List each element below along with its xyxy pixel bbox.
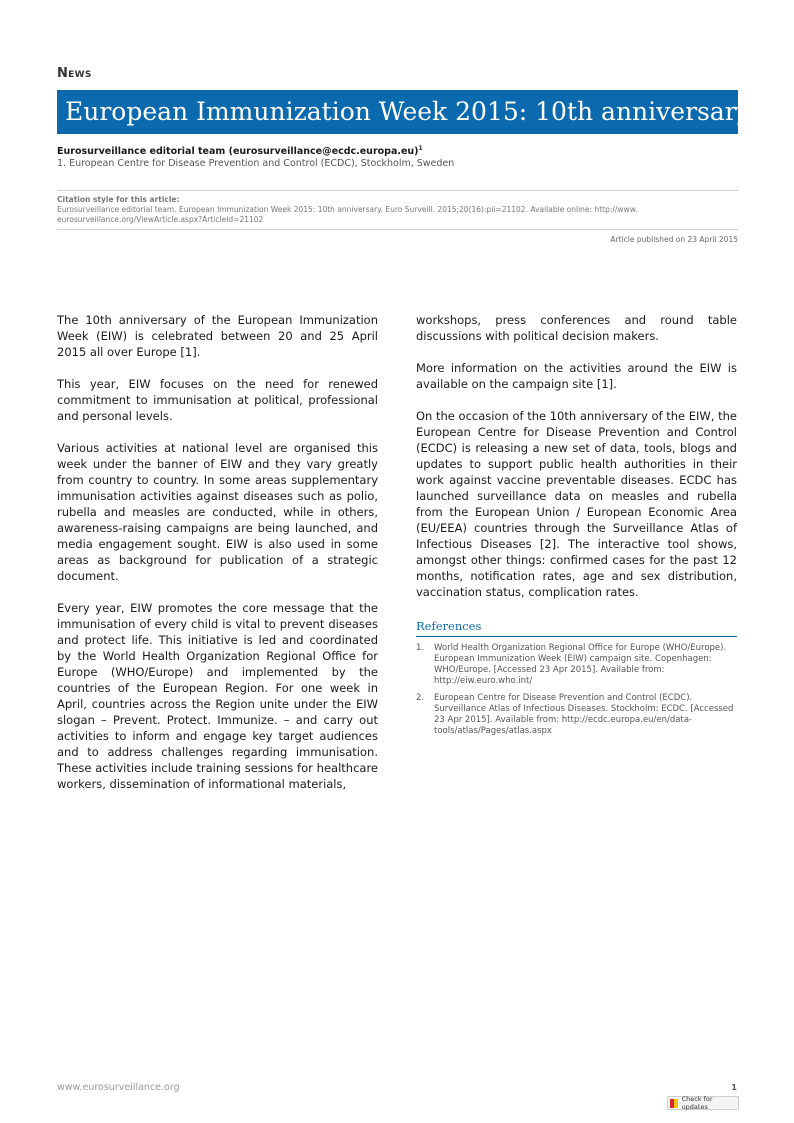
body-paragraph: On the occasion of the 10th anniversary of the EIW, the European Centre for Disease Prevention and Control (ECDC) is releasing a new set of data, tools, blogs and updates to support public health authorities in their work against vaccine preventable diseases. ECDC has launched surveillance data on measles and rubella from the European Union / European Economic Area (EU/EEA) countries through the Surveillance Atlas of Infectious Diseases [2]. The interactive tool shows, amongst other things: confirmed cases for the past 12 months, notification rates, age and sex distribution, vaccination status, complication rates.	[416, 409, 737, 599]
section-label: News	[57, 66, 92, 81]
reference-text[interactable]: World Health Organization Regional Office for Europe (WHO/Europe). European Immunization Week (EIW) campaign site. Copenhagen: WHO/Europe. [Accessed 23 Apr 2015]. Available from: http://eiw.euro.who.int/	[434, 643, 727, 686]
divider-top	[57, 190, 738, 191]
affiliation: 1. European Centre for Disease Prevention and Control (ECDC), Stockholm, Sweden	[57, 158, 455, 169]
citation-line-1: Eurosurveillance editorial team. European Immunization Week 2015: 10th anniversary. Euro Surveill. 2015;20(16):pii=21102. Available online: http://www.	[57, 205, 638, 214]
references-heading: References	[416, 618, 737, 637]
check-for-updates-label: Check for updates	[681, 1095, 713, 1111]
reference-number: 2.	[416, 693, 425, 703]
reference-text[interactable]: European Centre for Disease Prevention and Control (ECDC). Surveillance Atlas of Infectious Diseases. Stockholm: ECDC. [Accessed 23 Apr 2015]. Available from: http://ecdc.europa.eu/en/data-tools/atlas/Pages/atlas.aspx	[434, 693, 734, 736]
check-for-updates-button[interactable]	[667, 1096, 739, 1110]
body-paragraph: workshops, press conferences and round table discussions with political decision makers.	[416, 313, 737, 343]
reference-item	[416, 693, 737, 737]
footer-url[interactable]: www.eurosurveillance.org	[57, 1082, 180, 1093]
reference-item	[416, 643, 737, 687]
reference-number: 1.	[416, 643, 425, 653]
title-banner	[57, 90, 751, 134]
body-paragraph: More information on the activities around the EIW is available on the campaign site [1].	[416, 361, 737, 391]
body-column-left	[57, 312, 378, 808]
citation-text	[57, 205, 717, 225]
article-title: European Immunization Week 2015: 10th anniversary	[65, 97, 751, 126]
body-paragraph: Every year, EIW promotes the core message that the immunisation of every child is vital to prevent diseases and protect life. This initiative is led and coordinated by the World Health Organization Regional Office for Europe (WHO/Europe) and implemented by the countries of the European Region. For one week in April, countries across the Region unite under the EIW slogan – Prevent. Protect. Immunize. – and carry out activities to inform and engage key target audiences and to address challenges regarding immunisation. These activities include training sessions for healthcare workers, dissemination of informational materials,	[57, 601, 378, 791]
author-names: Eurosurveillance editorial team (eurosurveillance@ecdc.europa.eu)	[57, 146, 419, 158]
references-list	[416, 643, 737, 737]
divider-bottom	[57, 229, 738, 230]
author-superscript: 1	[418, 145, 423, 152]
body-paragraph: This year, EIW focuses on the need for renewed commitment to immunisation at political, professional and personal levels.	[57, 377, 378, 423]
body-column-right	[416, 312, 737, 743]
body-paragraph: The 10th anniversary of the European Immunization Week (EIW) is celebrated between 20 and 25 April 2015 all over Europe [1].	[57, 313, 378, 359]
page-number: 1	[731, 1083, 737, 1092]
publication-date: Article published on 23 April 2015	[610, 235, 738, 244]
crossmark-icon	[670, 1099, 679, 1108]
citation-heading: Citation style for this article:	[57, 195, 180, 204]
citation-line-2: eurosurveillance.org/ViewArticle.aspx?ArticleId=21102	[57, 215, 264, 224]
author-line	[57, 145, 423, 157]
body-paragraph: Various activities at national level are organised this week under the banner of EIW and they vary greatly from country to country. In some areas supplementary immunisation activities against diseases such as polio, rubella and measles are conducted, while in others, awareness-raising campaigns are being launched, and media engagement sought. EIW is also used in some areas as background for publication of a strategic document.	[57, 441, 378, 583]
